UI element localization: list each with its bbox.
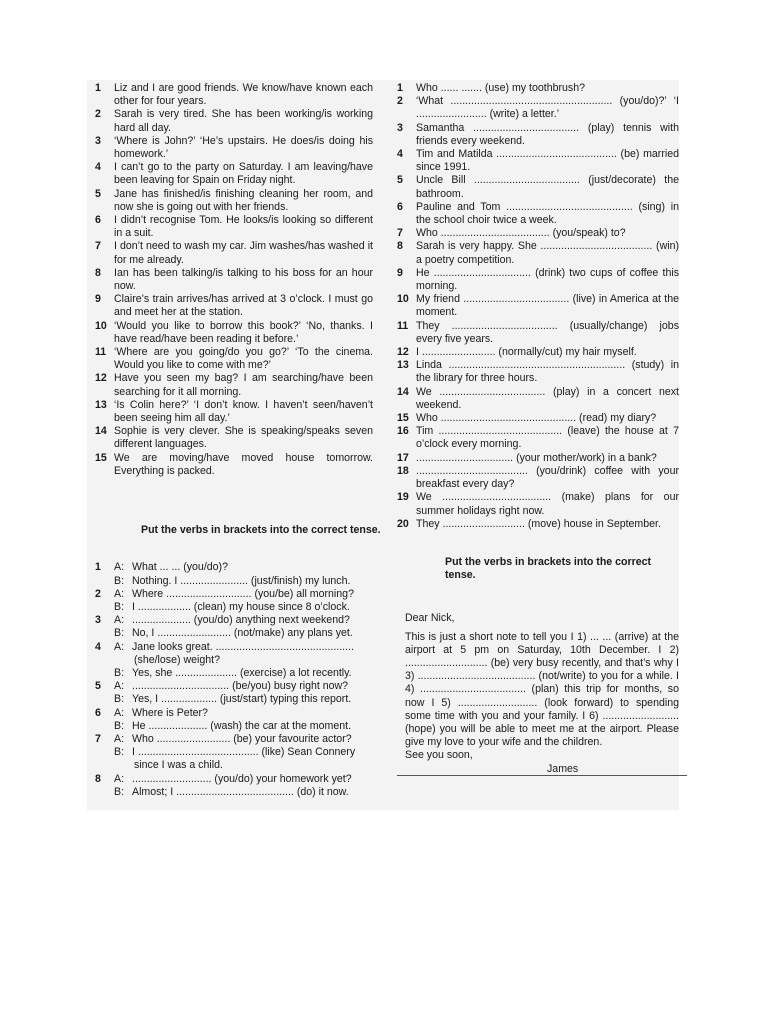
exercise-1-list	[95, 82, 373, 478]
exercise-1-item	[95, 372, 373, 398]
dialog-text: I ......................................... (like) Sean Connery	[132, 746, 356, 759]
item-number: 4	[95, 161, 101, 174]
item-text: Uncle Bill .................................... (just/decorate) the bathroom.	[416, 174, 679, 200]
exercise-3-list	[397, 82, 679, 531]
exercise-1-item	[95, 135, 373, 161]
item-number: 14	[397, 385, 409, 398]
dialog-line	[95, 561, 373, 574]
dialog-line	[95, 575, 373, 588]
exercise-3-item	[397, 174, 679, 200]
exercise-1-item	[95, 346, 373, 372]
dialog-number	[95, 693, 114, 706]
exercise-3-item	[397, 293, 679, 319]
item-text: Sarah is very happy. She ...................................... (win) a poetry competition.	[416, 240, 679, 266]
dialog-number: 1	[95, 561, 101, 574]
item-number: 12	[95, 372, 107, 385]
item-text: ‘What ....................................................... (you/do)?’ ‘I ........................ (write) a letter.’	[416, 95, 679, 121]
exercise-3-item	[397, 452, 679, 465]
dialog-text: Where is Peter?	[132, 706, 208, 719]
dialog-number	[95, 627, 114, 640]
item-text: Have you seen my bag? I am searching/have been searching for it all morning.	[114, 372, 373, 398]
dialog-line	[95, 667, 373, 680]
item-number: 13	[397, 359, 409, 372]
exercise-1-item	[95, 267, 373, 293]
item-number: 12	[397, 346, 409, 359]
dialog-number: 6	[95, 706, 101, 719]
item-text: Who ...... ....... (use) my toothbrush?	[416, 82, 585, 94]
letter	[405, 612, 679, 775]
item-text: Linda ............................................................ (study) in the library for three hours.	[416, 359, 679, 385]
dialog-text: Nothing. I ....................... (just/finish) my lunch.	[132, 574, 351, 587]
dialog-text: ................................. (be/you) busy right now?	[132, 680, 349, 693]
item-number: 2	[95, 108, 101, 121]
exercise-1-item	[95, 82, 373, 108]
dialog-line	[95, 601, 373, 614]
dialog-speaker: B:	[114, 719, 125, 732]
exercise-1-item	[95, 399, 373, 425]
dialog-speaker: A:	[114, 561, 125, 574]
dialog-line	[95, 627, 373, 640]
exercise-1-item	[95, 188, 373, 214]
exercise-1-item	[95, 214, 373, 240]
exercise-3-item	[397, 227, 679, 240]
item-number: 10	[95, 319, 107, 332]
item-number: 4	[397, 148, 403, 161]
item-number: 18	[397, 464, 409, 477]
item-text: ‘Is Colin here?’ ‘I don’t know. I haven’t seen/haven’t been seeing him all day.’	[114, 398, 373, 425]
item-number: 9	[397, 266, 403, 279]
item-number: 8	[397, 240, 403, 253]
item-text: I can’t go to the party on Saturday. I am leaving/have been leaving for Spain on Friday night.	[114, 161, 373, 187]
item-number: 1	[95, 82, 101, 94]
dialog-number	[95, 667, 114, 680]
dialog-speaker: A:	[114, 587, 125, 600]
exercise-2-heading: Put the verbs in brackets into the correct tense.	[141, 524, 381, 537]
dialog-line	[95, 720, 373, 733]
exercise-3-item	[397, 386, 679, 412]
letter-body: This is just a short note to tell you I 1) ... ... (arrive) at the airport at 5 pm on Saturday, 10th December. I 2) ............................ (be) very busy recently, and that’s why I 3) ........................................ (not/write) to you for a while. I 4) .................................... (plan) this trip for months, so now I 5) ........................... (look forward) to spending some time with you and your family. I 6) .......................... (hope) you will be able to meet me at the airport. Please give my love to your wife and the children.	[405, 630, 679, 749]
item-text: Samantha .................................... (play) tennis with friends every weekend.	[416, 121, 679, 147]
right-column	[397, 82, 679, 776]
item-text: We are moving/have moved house tomorrow. Everything is packed.	[114, 451, 373, 477]
exercise-1-item	[95, 161, 373, 187]
item-text: ‘Would you like to borrow this book?’ ‘No, thanks. I have read/have been reading it before.’	[114, 319, 373, 345]
dialog-speaker: A:	[114, 732, 125, 745]
item-text: We ..................................... (make) plans for our summer holidays right now.	[416, 491, 679, 517]
left-column	[95, 82, 381, 799]
dialog-speaker: A:	[114, 772, 125, 785]
exercise-3-item	[397, 122, 679, 148]
dialog-number: 5	[95, 680, 101, 693]
dialog-number: 7	[95, 732, 101, 745]
exercise-3-item	[397, 240, 679, 266]
item-text: Tim and Matilda ......................................... (be) married since 1991.	[416, 148, 679, 174]
item-text: Pauline and Tom ........................................... (sing) in the school choir twice a week.	[416, 200, 679, 227]
dialog-number	[95, 786, 114, 799]
dialog-speaker: A:	[114, 614, 125, 627]
exercise-3-item	[397, 95, 679, 121]
dialog-speaker: A:	[114, 706, 125, 719]
item-number: 5	[95, 187, 101, 200]
dialog-speaker: B:	[114, 574, 125, 587]
exercise-1-item	[95, 293, 373, 319]
dialog-number: 4	[95, 640, 101, 653]
exercise-1-item	[95, 108, 373, 134]
item-text: ‘Where is John?’ ‘He’s upstairs. He does/is doing his homework.’	[114, 134, 373, 161]
item-text: Liz and I are good friends. We know/have known each other for four years.	[114, 82, 373, 108]
dialog-number: 3	[95, 614, 101, 627]
dialog-line	[95, 641, 373, 654]
dialog-line	[95, 588, 373, 601]
item-number: 7	[95, 240, 101, 253]
item-text: They .................................... (usually/change) jobs every five years.	[416, 319, 679, 345]
dialog-speaker: B:	[114, 600, 125, 613]
dialog-speaker: A:	[114, 680, 125, 693]
item-number: 14	[95, 425, 107, 438]
item-text: Who ..................................... (you/speak) to?	[416, 227, 626, 240]
item-text: Tim .......................................... (leave) the house at 7 o’clock every morning.	[416, 425, 679, 451]
exercise-1-item	[95, 240, 373, 266]
item-number: 16	[397, 425, 409, 438]
dialog-speaker: B:	[114, 785, 125, 798]
item-number: 7	[397, 227, 403, 240]
dialog-number	[95, 720, 114, 733]
item-number: 17	[397, 451, 409, 464]
exercise-1-item	[95, 452, 373, 478]
dialog-text: He .................... (wash) the car at the moment.	[132, 719, 352, 732]
exercise-3-item	[397, 148, 679, 174]
item-text: They ............................ (move) house in September.	[416, 517, 661, 530]
dialog-number	[95, 759, 114, 772]
dialog-line	[95, 786, 373, 799]
dialog-speaker: B:	[114, 746, 125, 759]
dialog-number	[95, 575, 114, 588]
dialog-text: Yes, she ..................... (exercise) a lot recently.	[132, 666, 352, 679]
dialog-number	[95, 654, 114, 667]
letter-exercise-heading: Put the verbs in brackets into the correct tense.	[445, 555, 652, 582]
dialog-number: 8	[95, 772, 101, 785]
dialog-text: Yes, I ................... (just/start) typing this report.	[132, 693, 352, 706]
item-text: I don’t need to wash my car. Jim washes/has washed it for me already.	[114, 240, 373, 266]
dialog-text: No, I ......................... (not/make) any plans yet.	[132, 627, 353, 640]
exercise-3-item	[397, 346, 679, 359]
letter-signature: James	[547, 762, 579, 775]
item-text: Ian has been talking/is talking to his boss for an hour now.	[114, 266, 373, 293]
item-number: 6	[95, 214, 101, 227]
dialog-number: 2	[95, 587, 101, 600]
dialog-speaker: B:	[114, 627, 125, 640]
item-number: 15	[397, 412, 409, 425]
item-number: 3	[95, 134, 101, 147]
dialog-text: Jane looks great. ...............................................	[132, 640, 354, 653]
item-number: 8	[95, 266, 101, 279]
dialog-line	[95, 759, 373, 772]
item-number: 10	[397, 293, 409, 306]
dialog-line	[95, 680, 373, 693]
item-number: 1	[397, 82, 403, 94]
dialog-line	[95, 614, 373, 627]
item-text: My friend .................................... (live) in America at the moment.	[416, 293, 679, 319]
dialog-text: Where ............................. (you/be) all morning?	[132, 587, 354, 600]
dialog-text: Who ......................... (be) your favourite actor?	[132, 732, 352, 745]
dialog-number	[95, 746, 114, 759]
dialog-speaker: A:	[114, 640, 125, 653]
letter-closing: See you soon,	[405, 749, 473, 762]
item-number: 5	[397, 174, 403, 187]
dialog-text: .................... (you/do) anything next weekend?	[132, 614, 350, 627]
item-text: ...................................... (you/drink) coffee with your breakfast every day?	[416, 464, 679, 491]
exercise-3-item	[397, 82, 679, 95]
dialog-exercise	[95, 561, 373, 799]
dialog-text: I .................. (clean) my house since 8 o’clock.	[132, 600, 350, 613]
exercise-3-item	[397, 518, 679, 531]
dialog-text: since I was a child.	[134, 759, 223, 772]
exercise-3-item	[397, 320, 679, 346]
exercise-3-item	[397, 465, 679, 491]
exercise-3-item	[397, 359, 679, 385]
exercise-3-item	[397, 491, 679, 517]
dialog-line	[95, 773, 373, 786]
item-number: 6	[397, 200, 403, 213]
dialog-text: (she/lose) weight?	[134, 653, 220, 666]
dashed-rule	[397, 775, 687, 776]
item-text: I didn’t recognise Tom. He looks/is looking so different in a suit.	[114, 214, 373, 240]
dialog-speaker: B:	[114, 693, 125, 706]
item-text: Jane has finished/is finishing cleaning her room, and now she is going out with her friends.	[114, 187, 373, 213]
item-text: Claire’s train arrives/has arrived at 3 o’clock. I must go and meet her at the station.	[114, 293, 373, 319]
dialog-speaker: B:	[114, 666, 125, 679]
item-text: He ................................. (drink) two cups of coffee this morning.	[416, 266, 679, 293]
item-text: Who .............................................. (read) my diary?	[416, 412, 657, 425]
exercise-3-item	[397, 425, 679, 451]
dialog-line	[95, 654, 373, 667]
exercise-3-item	[397, 201, 679, 227]
dialog-line	[95, 733, 373, 746]
item-number: 2	[397, 95, 403, 108]
item-text: We .................................... (play) in a concert next weekend.	[416, 385, 679, 411]
dialog-line	[95, 746, 373, 759]
dialog-number	[95, 601, 114, 614]
exercise-1-item	[95, 425, 373, 451]
dialog-line	[95, 707, 373, 720]
item-number: 3	[397, 121, 403, 134]
item-number: 11	[95, 346, 107, 359]
item-number: 9	[95, 293, 101, 306]
item-text: I ......................... (normally/cut) my hair myself.	[416, 346, 637, 359]
dialog-text: What ... ... (you/do)?	[132, 561, 228, 574]
item-text: Sophie is very clever. She is speaking/speaks seven different languages.	[114, 425, 373, 451]
item-number: 15	[95, 451, 107, 464]
exercise-3-item	[397, 412, 679, 425]
item-text: ‘Where are you going/do you go?’ ‘To the cinema. Would you like to come with me?’	[114, 346, 373, 372]
item-number: 20	[397, 517, 409, 530]
dialog-line	[95, 693, 373, 706]
item-text: Sarah is very tired. She has been working/is working hard all day.	[114, 108, 373, 134]
item-text: ................................. (your mother/work) in a bank?	[416, 451, 657, 464]
dialog-text: Almost; I ........................................ (do) it now.	[132, 785, 349, 798]
item-number: 19	[397, 491, 409, 504]
dialog-text: ........................... (you/do) your homework yet?	[132, 772, 352, 785]
item-number: 13	[95, 398, 107, 411]
exercise-3-item	[397, 267, 679, 293]
item-number: 11	[397, 319, 409, 332]
letter-greeting: Dear Nick,	[405, 612, 455, 625]
exercise-1-item	[95, 320, 373, 346]
